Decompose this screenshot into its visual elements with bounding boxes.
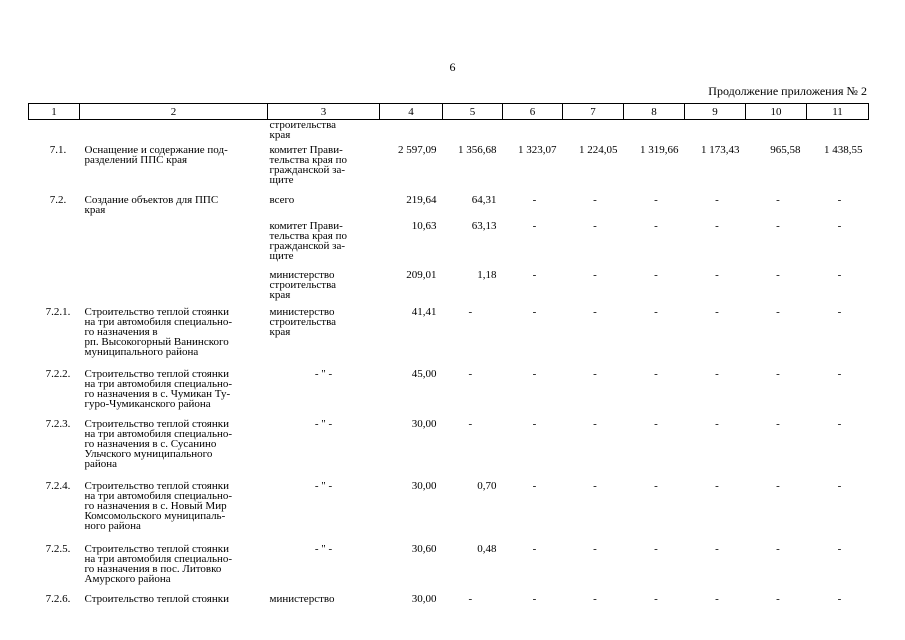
empty-value-cell: -	[532, 480, 537, 492]
column-header: 2	[80, 104, 268, 120]
empty-value-cell: -	[593, 418, 597, 430]
name-line: на три автомобиля специально-	[84, 315, 233, 328]
table-row	[29, 221, 869, 270]
empty-value-cell: -	[654, 593, 658, 605]
empty-value-cell: -	[593, 593, 597, 605]
column-header: 3	[268, 104, 380, 120]
value-cell: 1 323,07	[518, 144, 557, 156]
row-code: 7.2.	[49, 194, 67, 206]
carryover-row	[29, 120, 869, 145]
column-header: 5	[443, 104, 503, 120]
column-header: 1	[29, 104, 80, 120]
value-cell: 1 438,55	[824, 144, 863, 156]
value-cell: 45,00	[411, 368, 437, 380]
value-cell: 10,63	[411, 220, 437, 232]
empty-value-cell: -	[715, 418, 719, 430]
name-line: Амурского района	[84, 572, 171, 585]
executor-cell	[268, 419, 380, 481]
table-row	[29, 307, 869, 369]
executor-line: гражданской за-	[269, 239, 346, 252]
executor-line: гражданской за-	[269, 163, 346, 176]
value-cell: 0,48	[477, 543, 497, 555]
value-cell: 1,18	[477, 269, 497, 281]
table-header-row	[29, 104, 869, 120]
name-line: на три автомобиля специально-	[84, 427, 233, 440]
empty-value-cell: -	[654, 269, 658, 281]
empty-value-cell: -	[715, 269, 719, 281]
empty-value-cell: -	[593, 269, 597, 281]
empty-value-cell: -	[776, 593, 780, 605]
value-cell: 30,00	[411, 418, 437, 430]
name-line: гуро-Чумиканского района	[84, 397, 211, 410]
row-name	[80, 270, 268, 307]
empty-value-cell: -	[837, 543, 842, 555]
empty-value-cell: -	[837, 593, 842, 605]
name-line: Строительство теплой стоянки	[84, 480, 229, 492]
executor-cell	[268, 307, 380, 369]
value-cell: 209,01	[406, 269, 437, 281]
empty-value-cell: -	[593, 480, 597, 492]
name-line: Строительство теплой стоянки	[84, 306, 229, 318]
column-header: 4	[380, 104, 443, 120]
continuation-note: Продолжение приложения № 2	[708, 84, 867, 98]
empty-value-cell: -	[715, 194, 719, 206]
executor-cell	[268, 195, 380, 221]
name-line: Создание объектов для ППС	[84, 194, 219, 206]
name-line: края	[84, 203, 106, 216]
executor-line: щите	[269, 173, 294, 186]
value-cell: 965,58	[770, 144, 801, 156]
empty-value-cell: -	[715, 368, 719, 380]
empty-value-cell: -	[654, 480, 658, 492]
executor-line: всего	[269, 194, 295, 206]
executor-cell	[268, 221, 380, 270]
column-header: 10	[746, 104, 807, 120]
empty-value-cell: -	[654, 194, 658, 206]
empty-value-cell: -	[593, 306, 597, 318]
empty-value-cell: -	[532, 269, 537, 281]
executor-cell	[268, 544, 380, 594]
empty-value-cell: -	[654, 220, 658, 232]
row-name	[80, 195, 268, 221]
executor-line: комитет Прави-	[269, 144, 343, 156]
empty-value-cell: -	[654, 306, 658, 318]
value-cell: 30,60	[411, 543, 437, 555]
name-line: района	[84, 457, 118, 470]
table-row	[29, 419, 869, 481]
name-line: Оснащение и содержание под-	[84, 144, 228, 156]
value-cell: 41,41	[411, 306, 437, 318]
page-number: 6	[449, 60, 456, 74]
executor-line: министерство	[269, 593, 335, 605]
executor-cell	[268, 594, 380, 610]
empty-value-cell: -	[776, 306, 780, 318]
column-header: 9	[685, 104, 746, 120]
name-line: го назначения в	[84, 325, 158, 338]
value-cell: 63,13	[471, 220, 497, 232]
empty-value-cell: -	[593, 220, 597, 232]
empty-value-cell: -	[532, 418, 537, 430]
empty-value-cell: -	[715, 220, 719, 232]
name-line: рп. Высокогорный Ванинского	[84, 335, 229, 348]
executor-cell	[268, 481, 380, 544]
empty-value-cell: -	[776, 269, 780, 281]
empty-value-cell: -	[593, 194, 597, 206]
executor-cell	[268, 145, 380, 195]
executor-line: края	[269, 129, 291, 141]
executor-line: строительства	[269, 119, 337, 131]
executor-ditto: - " -	[314, 418, 333, 430]
name-line: го назначения в с. Чумикан Ту-	[84, 387, 231, 400]
executor-cell	[268, 120, 380, 145]
row-code	[29, 221, 80, 270]
executor-line: щите	[269, 249, 294, 262]
row-code: 7.2.5.	[45, 543, 71, 555]
name-line: го назначения в пос. Литовко	[84, 562, 222, 575]
empty-value-cell: -	[468, 593, 473, 605]
table-row	[29, 195, 869, 221]
column-header: 6	[503, 104, 563, 120]
executor-line: тельства края по	[269, 153, 347, 166]
empty-value-cell: -	[654, 368, 658, 380]
empty-value-cell: -	[715, 543, 719, 555]
value-cell: 1 173,43	[701, 144, 740, 156]
empty-value-cell: -	[593, 368, 597, 380]
row-name	[80, 419, 268, 481]
table-body	[29, 120, 869, 610]
row-name	[80, 369, 268, 419]
executor-cell	[268, 270, 380, 307]
value-cell: 1 319,66	[640, 144, 679, 156]
row-code: 7.2.3.	[45, 418, 71, 430]
empty-value-cell: -	[468, 368, 473, 380]
name-line: на три автомобиля специально-	[84, 489, 233, 502]
empty-value-cell: -	[532, 543, 537, 555]
row-name	[80, 544, 268, 594]
executor-cell	[268, 369, 380, 419]
column-header: 8	[624, 104, 685, 120]
table-row	[29, 145, 869, 195]
empty-value-cell: -	[532, 593, 537, 605]
row-name	[80, 594, 268, 610]
row-code: 7.2.2.	[45, 368, 71, 380]
name-line: Ульчского муниципального	[84, 447, 213, 460]
empty-value-cell: -	[654, 543, 658, 555]
value-cell: 64,31	[471, 194, 497, 206]
empty-value-cell: -	[593, 543, 597, 555]
row-code: 7.2.6.	[45, 593, 71, 605]
name-line: муниципального района	[84, 345, 199, 358]
executor-line: края	[269, 325, 291, 338]
executor-line: строительства	[269, 315, 337, 328]
empty-value-cell: -	[532, 306, 537, 318]
row-code: 7.2.1.	[45, 306, 71, 318]
name-line: Строительство теплой стоянки	[84, 543, 229, 555]
empty-value-cell: -	[532, 220, 537, 232]
empty-value-cell: -	[837, 269, 842, 281]
table-row	[29, 594, 869, 610]
row-name	[80, 145, 268, 195]
row-name	[80, 307, 268, 369]
empty-value-cell: -	[532, 194, 537, 206]
column-header: 7	[563, 104, 624, 120]
empty-value-cell: -	[776, 220, 780, 232]
value-cell: 219,64	[406, 194, 437, 206]
row-name	[80, 481, 268, 544]
name-line: на три автомобиля специально-	[84, 552, 233, 565]
value-cell: 1 224,05	[579, 144, 618, 156]
name-line: Комсомольского муниципаль-	[84, 509, 226, 522]
empty-value-cell: -	[776, 480, 780, 492]
empty-value-cell: -	[654, 418, 658, 430]
executor-line: министерство	[269, 269, 335, 281]
value-cell: 2 597,09	[398, 144, 437, 156]
name-line: го назначения в с. Новый Мир	[84, 499, 227, 512]
name-line: на три автомобиля специально-	[84, 377, 233, 390]
executor-ditto: - " -	[314, 543, 333, 555]
name-line: го назначения в с. Сусанино	[84, 437, 217, 450]
value-cell: 30,00	[411, 593, 437, 605]
budget-table	[28, 103, 869, 610]
empty-value-cell: -	[776, 543, 780, 555]
table-row	[29, 270, 869, 307]
name-line: Строительство теплой стоянки	[84, 368, 229, 380]
value-cell: 0,70	[477, 480, 497, 492]
row-code: 7.2.4.	[45, 480, 71, 492]
executor-line: комитет Прави-	[269, 220, 343, 232]
name-line: ного района	[84, 519, 141, 532]
empty-value-cell: -	[776, 368, 780, 380]
executor-line: края	[269, 288, 291, 301]
column-header: 11	[807, 104, 869, 120]
name-line: разделений ППС края	[84, 153, 188, 166]
executor-line: строительства	[269, 278, 337, 291]
table-row	[29, 481, 869, 544]
empty-value-cell: -	[837, 480, 842, 492]
executor-ditto: - " -	[314, 480, 333, 492]
name-line: Строительство теплой стоянки	[84, 418, 229, 430]
empty-value-cell: -	[837, 306, 842, 318]
table-row	[29, 544, 869, 594]
empty-value-cell: -	[715, 306, 719, 318]
empty-value-cell: -	[776, 418, 780, 430]
empty-value-cell: -	[468, 306, 473, 318]
empty-value-cell: -	[776, 194, 780, 206]
executor-line: министерство	[269, 306, 335, 318]
empty-value-cell: -	[715, 593, 719, 605]
row-name	[80, 221, 268, 270]
table-row	[29, 369, 869, 419]
executor-ditto: - " -	[314, 368, 333, 380]
name-line: Строительство теплой стоянки	[84, 593, 229, 605]
empty-value-cell: -	[837, 418, 842, 430]
executor-line: тельства края по	[269, 229, 347, 242]
empty-value-cell: -	[837, 194, 842, 206]
empty-value-cell: -	[837, 220, 842, 232]
empty-value-cell: -	[837, 368, 842, 380]
value-cell: 1 356,68	[458, 144, 497, 156]
empty-value-cell: -	[715, 480, 719, 492]
value-cell: 30,00	[411, 480, 437, 492]
row-code: 7.1.	[49, 144, 67, 156]
row-code	[29, 270, 80, 307]
empty-value-cell: -	[468, 418, 473, 430]
empty-value-cell: -	[532, 368, 537, 380]
